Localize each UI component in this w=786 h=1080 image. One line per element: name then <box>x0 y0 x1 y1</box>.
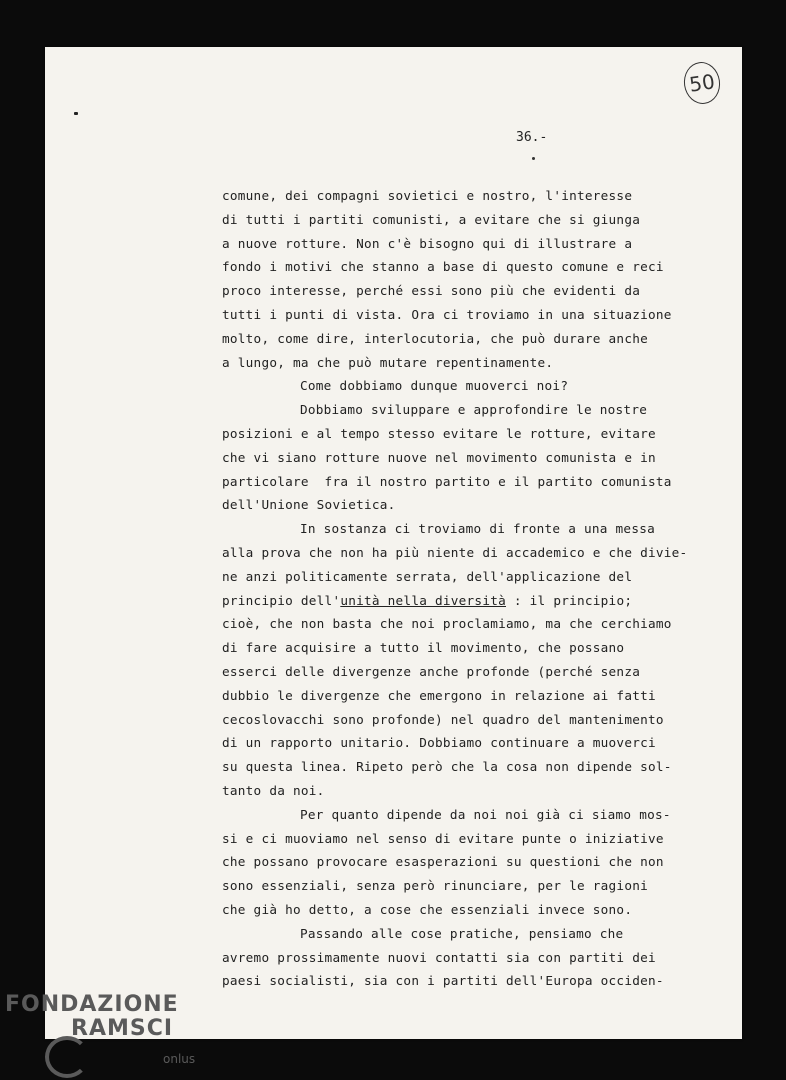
text-line: che vi siano rotture nuove nel movimento comunista e in <box>222 449 656 465</box>
text-line: fondo i motivi che stanno a base di questo comune e reci <box>222 259 664 275</box>
text-line: su questa linea. Ripeto però che la cosa non dipende sol- <box>222 759 672 775</box>
text-line: di tutti i partiti comunisti, a evitare che si giunga <box>222 211 641 227</box>
watermark-line-2: RAMSCI <box>71 1016 174 1041</box>
underlined-phrase: unità nella diversità <box>340 592 506 608</box>
text-line: dubbio le divergenze che emergono in relazione ai fatti <box>222 687 656 703</box>
text-line: avremo prossimamente nuovi contatti sia con partiti dei <box>222 949 656 965</box>
text-line: principio dell'unità nella diversità : il principio; <box>222 592 633 608</box>
text-line: sono essenziali, senza però rinunciare, per le ragioni <box>222 878 648 894</box>
margin-mark <box>74 112 78 115</box>
text-line: esserci delle divergenze anche profonde (perché senza <box>222 663 641 679</box>
archive-stamp-number: 50 <box>687 69 717 97</box>
text-line: alla prova che non ha più niente di accademico e che divie- <box>222 544 688 560</box>
text-line: molto, come dire, interlocutoria, che può durare anche <box>222 330 648 346</box>
text-line: cioè, che non basta che noi proclamiamo, ma che cerchiamo <box>222 616 672 632</box>
text-line: proco interesse, perché essi sono più che evidenti da <box>222 283 641 299</box>
text-line: di fare acquisire a tutto il movimento, che possano <box>222 640 625 656</box>
gramsci-logo-icon <box>45 1036 89 1078</box>
text-line: tutti i punti di vista. Ora ci troviamo in una situazione <box>222 306 672 322</box>
watermark-line-1: FONDAZIONE <box>5 992 179 1017</box>
text-line: Per quanto dipende da noi noi già ci siamo mos- <box>300 806 671 822</box>
text-line: si e ci muoviamo nel senso di evitare punte o iniziative <box>222 830 664 846</box>
text-line: Dobbiamo sviluppare e approfondire le nostre <box>300 402 648 418</box>
text-line: Passando alle cose pratiche, pensiamo che <box>300 925 624 941</box>
text-line: posizioni e al tempo stesso evitare le rotture, evitare <box>222 425 656 441</box>
page-number: 36.- <box>516 130 548 145</box>
watermark-onlus: onlus <box>163 1052 196 1066</box>
fondazione-gramsci-watermark <box>5 992 196 1066</box>
text-line: Come dobbiamo dunque muoverci noi? <box>300 378 569 394</box>
text-line: di un rapporto unitario. Dobbiamo continuare a muoverci <box>222 735 656 751</box>
text-line: tanto da noi. <box>222 782 325 798</box>
text-line: particolare fra il nostro partito e il partito comunista <box>222 473 672 489</box>
text-line: dell'Unione Sovietica. <box>222 497 396 513</box>
text-line: In sostanza ci troviamo di fronte a una messa <box>300 521 655 537</box>
text-line: a lungo, ma che può mutare repentinamente. <box>222 354 554 370</box>
text-line: ne anzi politicamente serrata, dell'applicazione del <box>222 568 633 584</box>
text-line: che possano provocare esasperazioni su questioni che non <box>222 854 664 870</box>
text-line: cecoslovacchi sono profonde) nel quadro del mantenimento <box>222 711 664 727</box>
text-line: a nuove rotture. Non c'è bisogno qui di illustrare a <box>222 235 633 251</box>
typed-text-body <box>222 184 702 993</box>
text-line: paesi socialisti, sia con i partiti dell'Europa occiden- <box>222 973 664 989</box>
text-line: comune, dei compagni sovietici e nostro, l'interesse <box>222 188 633 203</box>
text-line: che già ho detto, a cose che essenziali invece sono. <box>222 901 633 917</box>
ink-dot <box>532 157 535 160</box>
